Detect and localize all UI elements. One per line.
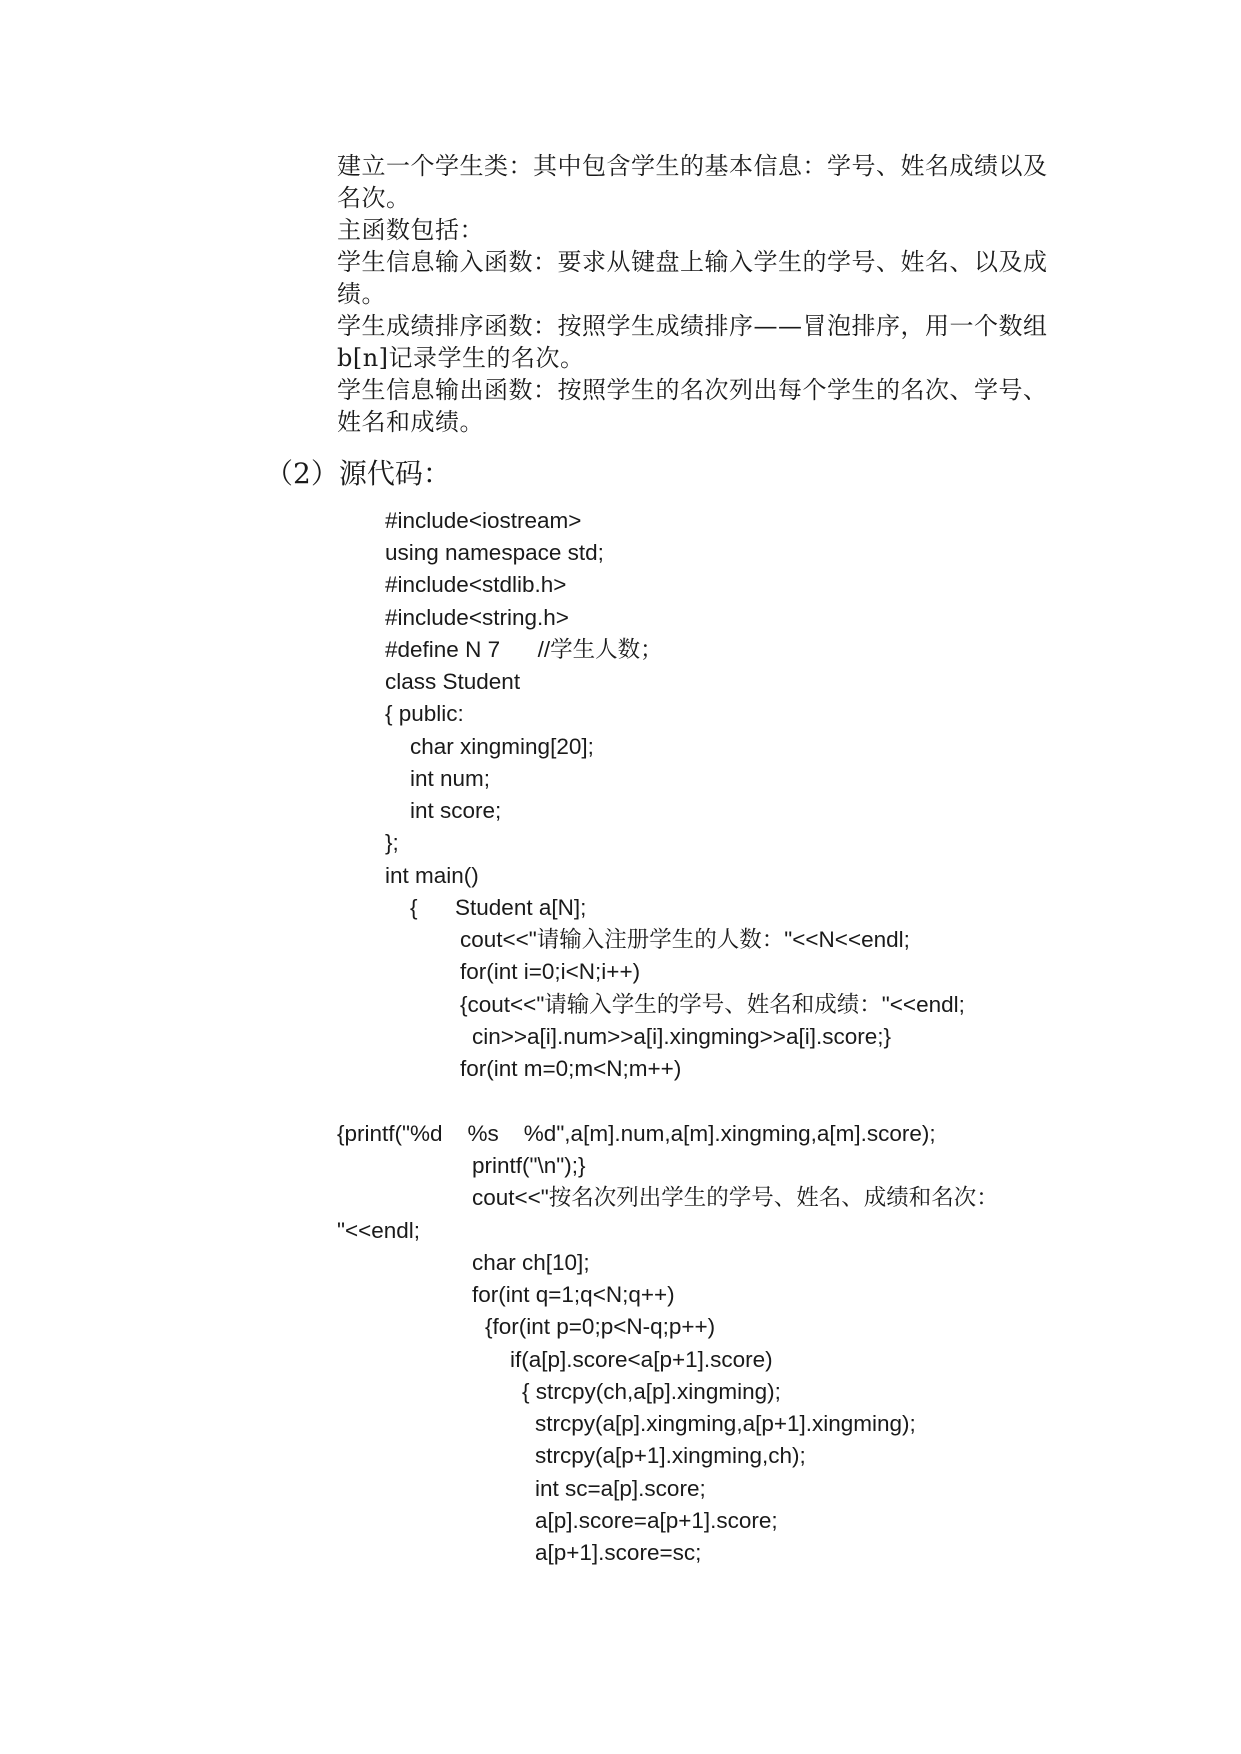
code-line: int main() [385,863,479,888]
code-line: {printf("%d %s %d",a[m].num,a[m].xingming,a[m].score); [337,1121,936,1146]
code-line: #include<stdlib.h> [385,572,567,597]
code-line: for(int i=0;i<N;i++) [460,959,641,984]
code-line: int score; [410,798,502,823]
code-line: "<<endl; [337,1218,421,1243]
code-line: { public: [385,701,464,726]
code-line: a[p].score=a[p+1].score; [535,1508,778,1533]
description-line: 主函数包括： [337,216,484,244]
code-line: { Student a[N]; [410,895,587,920]
code-line: using namespace std; [385,540,604,565]
code-line: class Student [385,669,521,694]
description-line: 姓名和成绩。 [337,408,484,436]
code-line: strcpy(a[p+1].xingming,ch); [535,1443,806,1468]
description-line: 学生信息输入函数：要求从键盘上输入学生的学号、姓名、以及成 [337,248,1048,276]
code-line: cout<<"请输入注册学生的人数："<<N<<endl; [460,927,910,952]
code-line: printf("\n");} [472,1153,586,1178]
code-line: cin>>a[i].num>>a[i].xingming>>a[i].score;} [472,1024,891,1049]
code-line: {cout<<"请输入学生的学号、姓名和成绩："<<endl; [460,992,965,1017]
code-line: #include<iostream> [385,508,582,533]
code-line: { strcpy(ch,a[p].xingming); [522,1379,781,1404]
code-line: char ch[10]; [472,1250,590,1275]
code-line: #include<string.h> [385,605,569,630]
code-line: cout<<"按名次列出学生的学号、姓名、成绩和名次： [472,1185,999,1210]
code-line: #define N 7 //学生人数； [385,637,663,662]
description-line: 名次。 [337,184,411,212]
description-line: b[n]记录学生的名次。 [337,344,585,372]
code-line: for(int q=1;q<N;q++) [472,1282,675,1307]
code-line: }; [385,830,399,855]
source-code-heading: （2）源代码： [265,457,451,490]
code-line: char xingming[20]; [410,734,594,759]
code-line: int num; [410,766,491,791]
description-line: 学生信息输出函数：按照学生的名次列出每个学生的名次、学号、 [337,376,1048,404]
description-line: 学生成绩排序函数：按照学生成绩排序——冒泡排序，用一个数组 [337,312,1048,340]
code-line: strcpy(a[p].xingming,a[p+1].xingming); [535,1411,916,1436]
code-line: int sc=a[p].score; [535,1476,706,1501]
code-line: if(a[p].score<a[p+1].score) [510,1347,773,1372]
description-line: 建立一个学生类：其中包含学生的基本信息：学号、姓名成绩以及 [337,152,1048,180]
description-line: 绩。 [337,280,386,308]
code-line: {for(int p=0;p<N-q;p++) [485,1314,716,1339]
code-line: a[p+1].score=sc; [535,1540,702,1565]
code-line: for(int m=0;m<N;m++) [460,1056,682,1081]
